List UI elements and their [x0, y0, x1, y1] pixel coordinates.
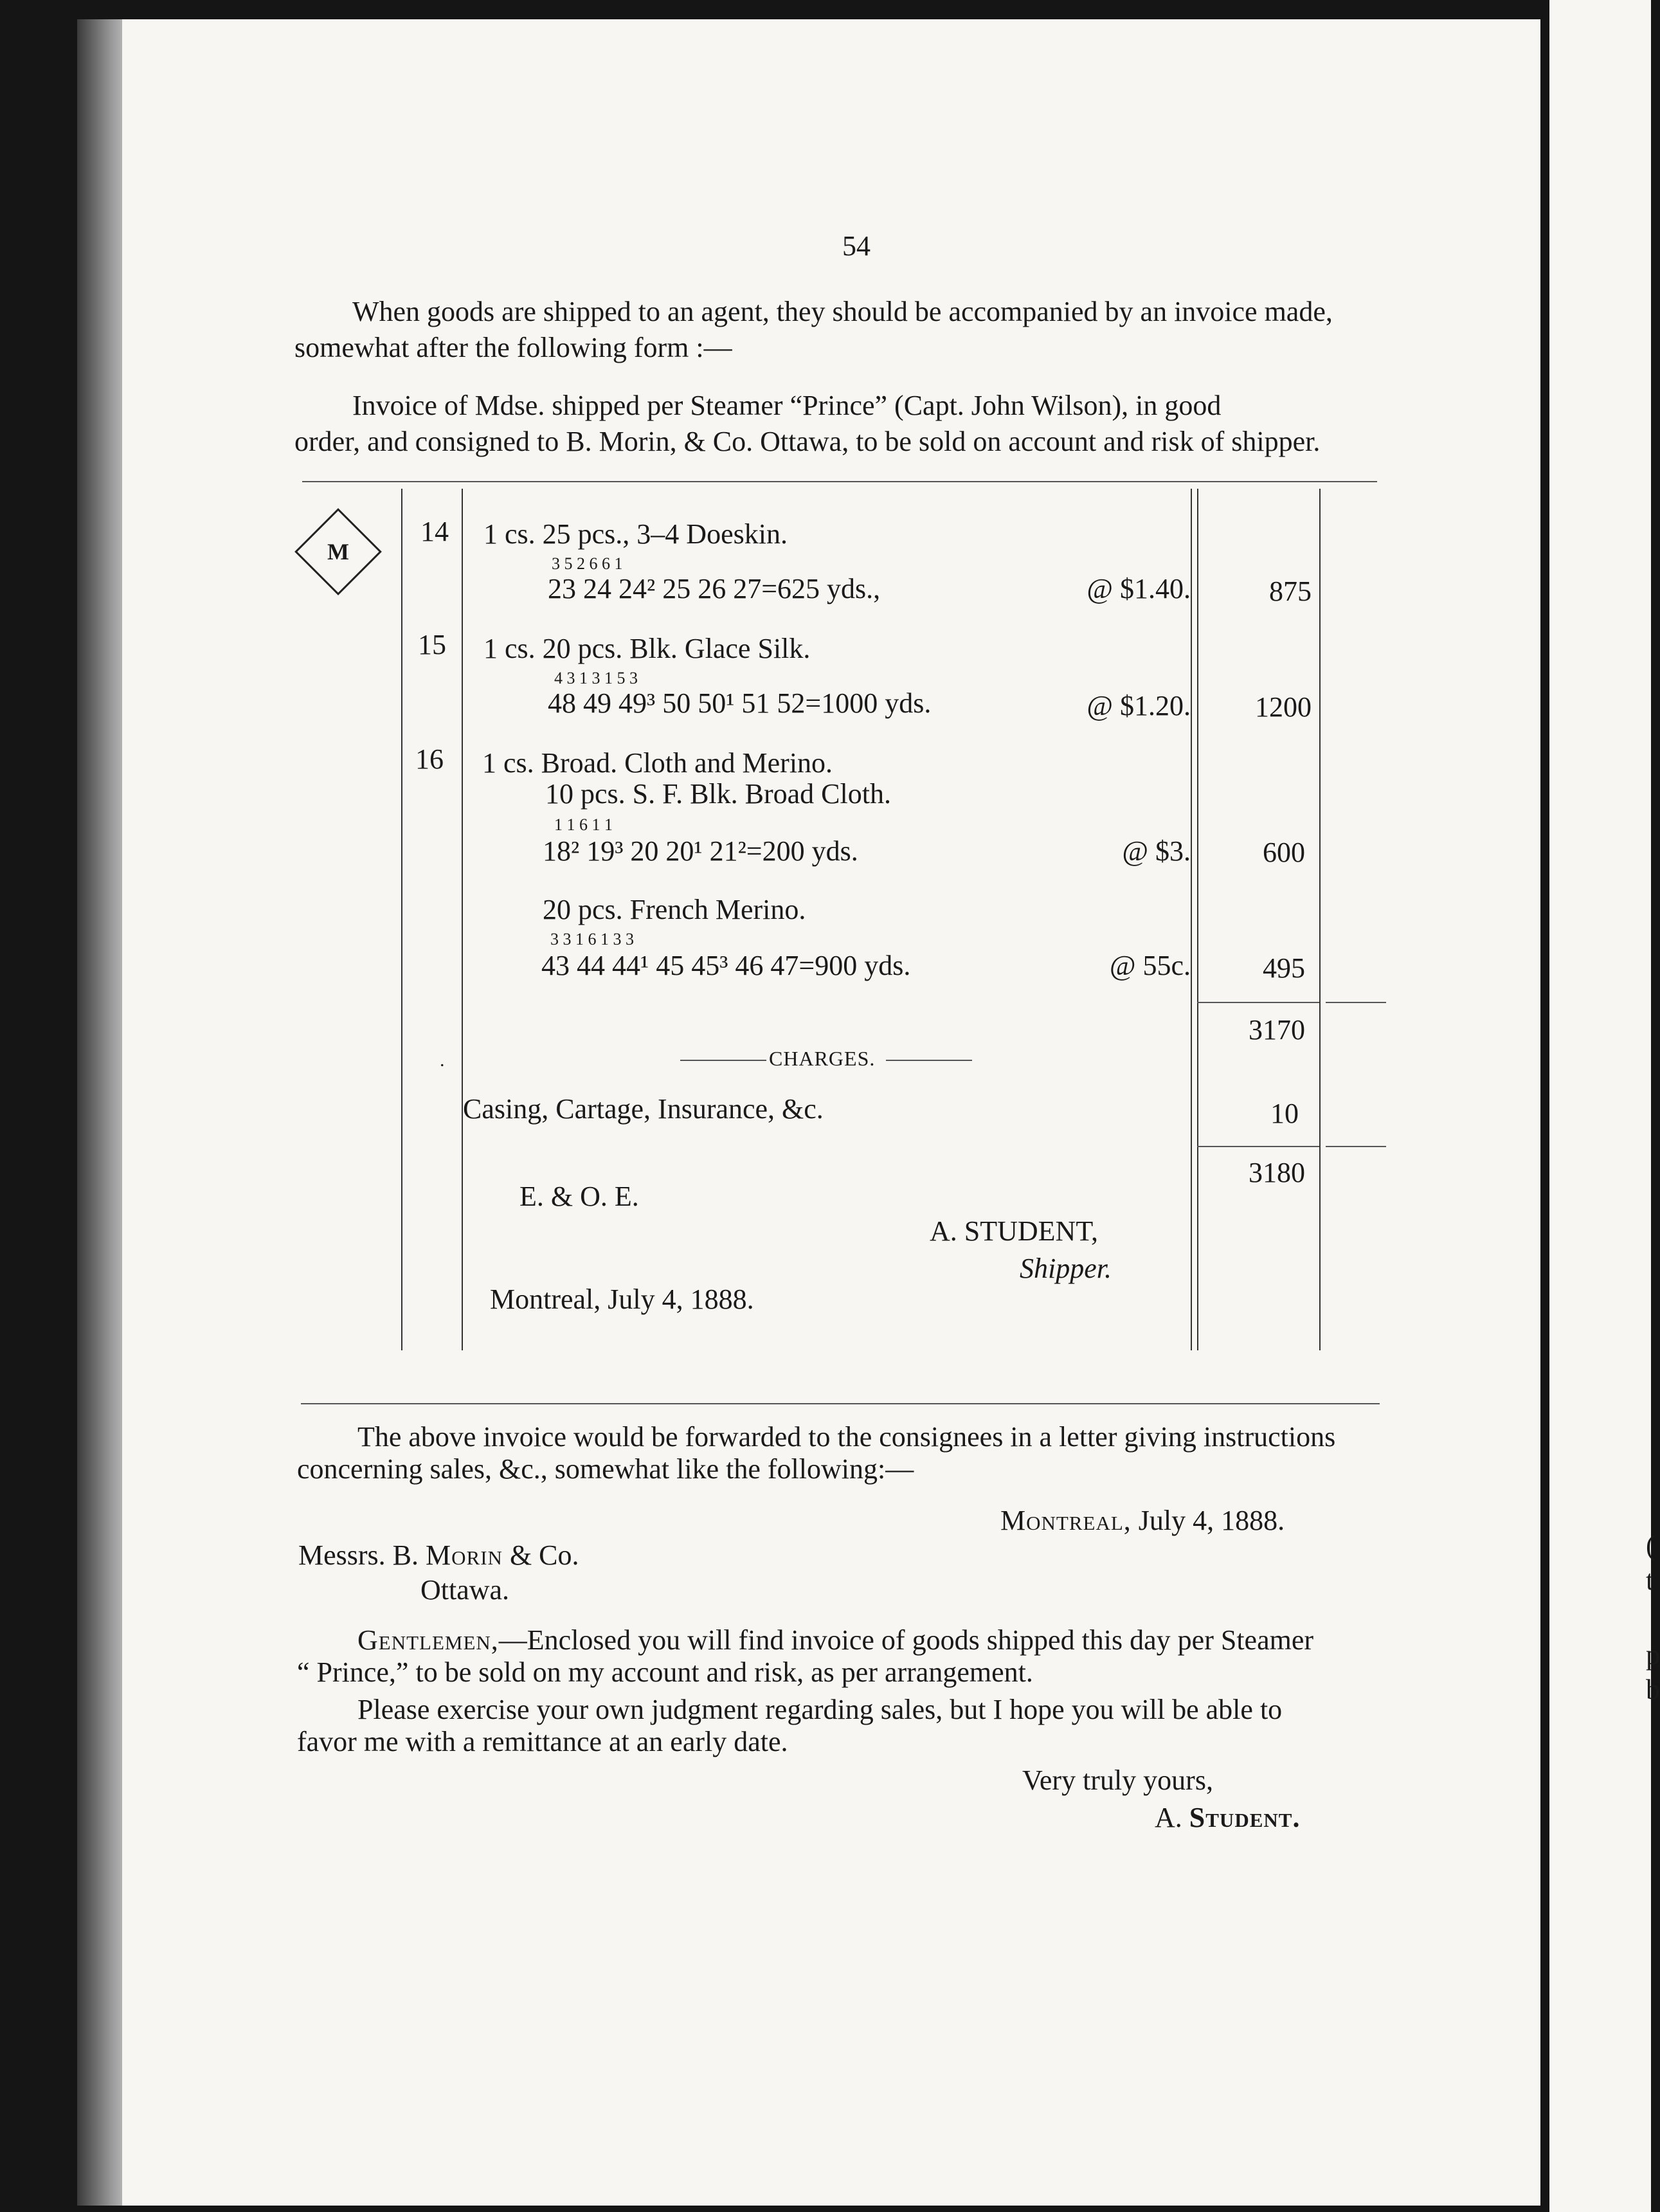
shipper-role: Shipper.	[1020, 1253, 1112, 1284]
facing-page-edge	[1549, 0, 1660, 2212]
amount-column-rule-b	[1197, 489, 1198, 1350]
measurements: 43 44 44¹ 45 45³ 46 47=900 yds.	[541, 950, 911, 981]
table-top-rule	[302, 481, 1377, 482]
facing-page-fragment: p	[1646, 1639, 1660, 1671]
line-amount: 495	[1263, 952, 1305, 984]
intro-line-1: When goods are shipped to an agent, they should be accompanied by an invoice made,	[352, 296, 1333, 327]
letter-body-line-3: Please exercise your own judgment regarding sales, but I hope you will be able to	[357, 1694, 1283, 1725]
item-number: 15	[418, 629, 446, 660]
facing-page-fragment: (	[1646, 1530, 1655, 1561]
subtotal-rule-extension	[1326, 1002, 1386, 1003]
place-and-date: Montreal, July 4, 1888.	[490, 1283, 754, 1315]
subtotal-amount: 3170	[1249, 1014, 1305, 1046]
sub-item-description: 20 pcs. French Merino.	[543, 894, 806, 925]
letter-body-line-2: “ Prince,” to be sold on my account and risk, as per arrangement.	[297, 1656, 1033, 1688]
dateline-city: Montreal,	[1000, 1505, 1132, 1536]
measurements: 48 49 49³ 50 50¹ 51 52=1000 yds.	[548, 687, 932, 719]
letter-closing: Very truly yours,	[1022, 1764, 1213, 1796]
letter-signature	[1155, 1800, 1300, 1835]
subtotal-rule	[1197, 1002, 1319, 1003]
item-description: 1 cs. Broad. Cloth and Merino.	[482, 747, 833, 779]
measurements: 23 24 24² 25 26 27=625 yds.,	[548, 573, 881, 604]
item-description: 1 cs. 25 pcs., 3–4 Doeskin.	[483, 518, 788, 550]
letter-intro-line-2: concerning sales, &c., somewhat like the following:—	[297, 1453, 914, 1485]
letter-addressee-line-1	[298, 1538, 579, 1573]
addressee-name: Morin	[426, 1539, 503, 1571]
letter-body-line-4: favor me with a remittance at an early date.	[297, 1726, 788, 1757]
piece-quantities: 3 3 1 6 1 3 3	[550, 930, 634, 948]
facing-page-fragment: t	[1646, 1564, 1654, 1596]
intro-line-2: somewhat after the following form :—	[294, 332, 732, 363]
description-column-rule	[462, 489, 463, 1350]
charges-label: CHARGES.	[769, 1047, 876, 1070]
total-amount: 3180	[1249, 1157, 1305, 1188]
item-description: 1 cs. 20 pcs. Blk. Glace Silk.	[483, 633, 811, 664]
line-amount: 875	[1269, 576, 1312, 607]
line-amount: 600	[1263, 837, 1305, 868]
piece-quantities: 4 3 1 3 1 5 3	[554, 669, 638, 687]
unit-rate: @ $1.20.	[1087, 690, 1191, 721]
letter-intro-line-1: The above invoice would be forwarded to the consignees in a letter giving instructions	[357, 1421, 1336, 1453]
charges-rule-right	[886, 1060, 972, 1061]
addressee-prefix: Messrs. B.	[298, 1539, 419, 1571]
item-number: 16	[415, 743, 444, 775]
shipper-name: A. STUDENT,	[930, 1215, 1098, 1247]
measurements: 18² 19³ 20 20¹ 21²=200 yds.	[543, 835, 858, 867]
page-number: 54	[842, 230, 871, 262]
letter-addressee-line-2: Ottawa.	[420, 1574, 510, 1606]
letter-dateline	[1000, 1503, 1285, 1538]
facing-page-fragment: b	[1646, 1674, 1660, 1705]
piece-quantities: 1 1 6 1 1	[554, 815, 613, 834]
charges-description: Casing, Cartage, Insurance, &c.	[463, 1093, 824, 1125]
unit-rate: @ 55c.	[1109, 950, 1191, 981]
mark-column-rule	[401, 489, 402, 1350]
signature-initial: A.	[1155, 1802, 1182, 1833]
unit-rate: @ $1.40.	[1087, 573, 1191, 604]
dot-mark: .	[440, 1049, 445, 1071]
salutation: Gentlemen,	[357, 1624, 499, 1656]
sub-item-description: 10 pcs. S. F. Blk. Broad Cloth.	[545, 778, 891, 810]
amount-column-rule-right	[1319, 489, 1321, 1350]
amount-column-rule-a	[1191, 489, 1192, 1350]
letter-body-text: —Enclosed you will find invoice of goods shipped this day per Steamer	[498, 1624, 1314, 1656]
invoice-heading-line-1: Invoice of Mdse. shipped per Steamer “Prince” (Capt. John Wilson), in good	[352, 390, 1222, 421]
signature-name: Student.	[1189, 1802, 1301, 1833]
charges-amount: 10	[1270, 1098, 1299, 1129]
charges-rule-left	[680, 1060, 766, 1061]
errors-omissions-excepted: E. & O. E.	[519, 1181, 639, 1212]
unit-rate: @ $3.	[1122, 835, 1191, 867]
addressee-suffix: & Co.	[509, 1539, 579, 1571]
dateline-date: July 4, 1888.	[1138, 1505, 1285, 1536]
total-rule	[1197, 1146, 1319, 1147]
total-rule-extension	[1326, 1146, 1386, 1147]
item-number: 14	[420, 516, 449, 547]
invoice-heading-line-2: order, and consigned to B. Morin, & Co. Ottawa, to be sold on account and risk of shipper.	[294, 426, 1321, 457]
line-amount: 1200	[1255, 691, 1312, 723]
piece-quantities: 3 5 2 6 6 1	[552, 554, 623, 573]
shipping-mark-letter: M	[327, 539, 349, 565]
table-bottom-rule	[301, 1403, 1380, 1404]
letter-body-line-1	[357, 1623, 1313, 1658]
